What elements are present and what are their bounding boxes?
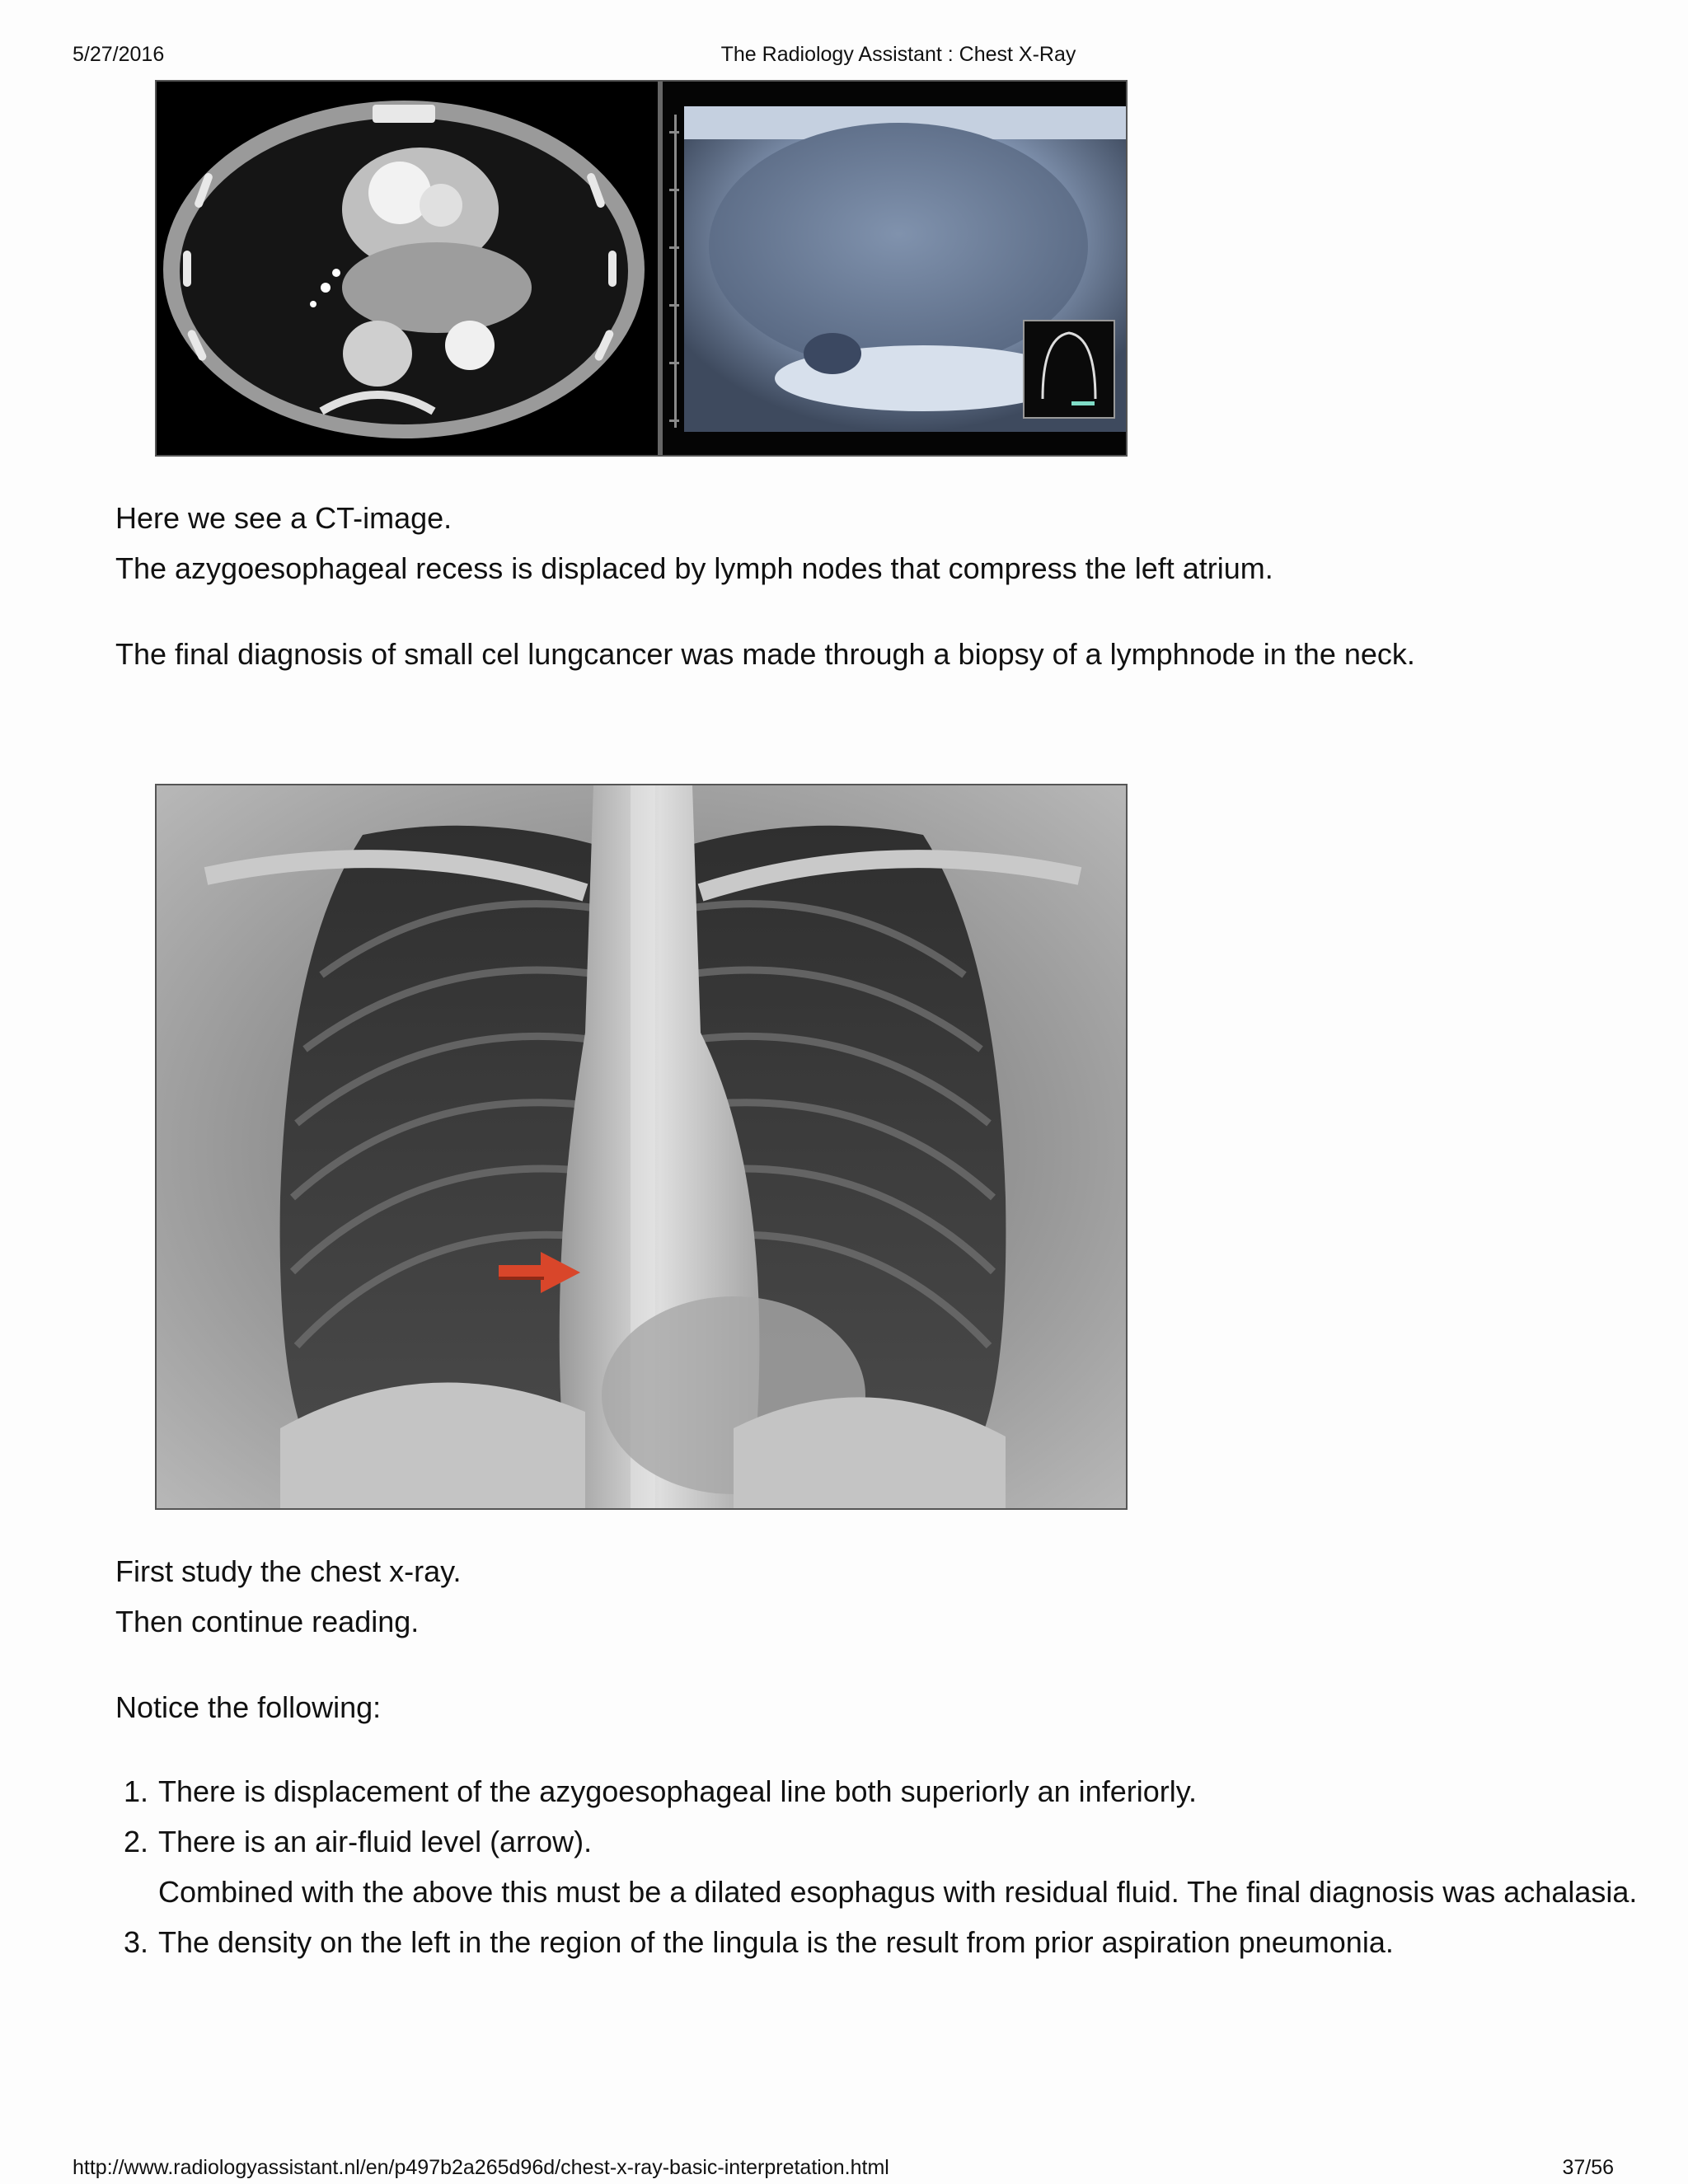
chest-xray-illustration	[157, 785, 1128, 1510]
finding-item	[157, 1816, 1640, 1917]
finding-extra-text: Combined with the above this must be a dilated esophagus with residual fluid. The final diagnosis was achalasia.	[158, 1875, 1638, 1909]
notice-heading: Notice the following:	[115, 1690, 382, 1724]
finding-item	[157, 1766, 1640, 1816]
ct-ultrasound-figure	[155, 80, 1128, 457]
findings-list	[115, 1766, 1640, 1967]
finding-item	[157, 1917, 1640, 1967]
ct-caption-line3: The final diagnosis of small cel lungcancer was made through a biopsy of a lymphnode in the neck.	[115, 637, 1415, 671]
ct-caption-line1: Here we see a CT-image.	[115, 501, 452, 535]
page-number: 37/56	[1562, 2156, 1614, 2179]
chest-xray-figure	[155, 784, 1128, 1510]
print-date: 5/27/2016	[73, 43, 165, 66]
finding-text: The density on the left in the region of the lingula is the result from prior aspiration pneumonia.	[158, 1925, 1394, 1959]
page-title: The Radiology Assistant : Chest X-Ray	[720, 43, 1076, 66]
ct-ultrasound-illustration	[157, 82, 1128, 457]
footer-url[interactable]: http://www.radiologyassistant.nl/en/p497b2a265d96d/chest-x-ray-basic-interpretation.html	[73, 2156, 889, 2179]
xray-caption-line1: First study the chest x-ray.	[115, 1554, 462, 1588]
xray-caption-line2: Then continue reading.	[115, 1605, 420, 1638]
ct-caption-line2: The azygoesophageal recess is displaced by lymph nodes that compress the left atrium.	[115, 551, 1273, 585]
finding-text: There is an air-fluid level (arrow).	[158, 1825, 593, 1858]
finding-text: There is displacement of the azygoesophageal line both superiorly an inferiorly.	[158, 1774, 1198, 1808]
